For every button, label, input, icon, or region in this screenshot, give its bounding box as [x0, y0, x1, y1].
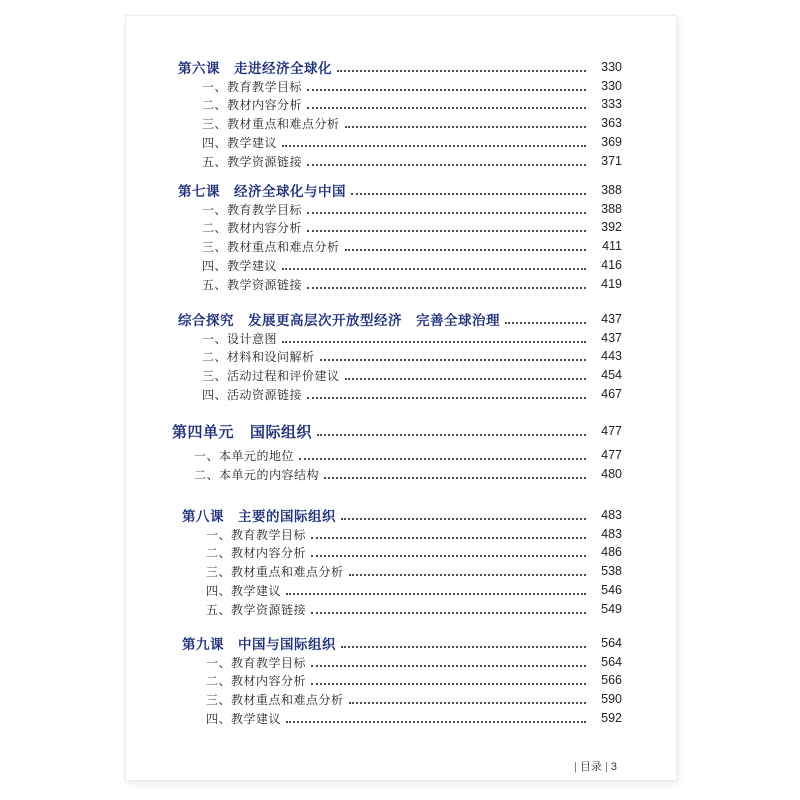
- lesson-title: 经济全球化与中国: [234, 184, 346, 200]
- unit-title: 国际组织: [250, 422, 313, 441]
- toc-item[interactable]: [206, 562, 622, 580]
- dot-leader: [311, 537, 586, 539]
- page-number: 411: [602, 239, 622, 253]
- toc-item[interactable]: [206, 653, 622, 671]
- toc-item[interactable]: [202, 237, 622, 255]
- dot-leader: [324, 477, 586, 479]
- toc-item[interactable]: [202, 347, 622, 365]
- toc-lesson-heading[interactable]: [182, 634, 622, 652]
- toc-item-label: 三、活动过程和评价建议: [202, 368, 340, 383]
- toc-item-label: 三、教材重点和难点分析: [206, 692, 344, 707]
- toc-item-label: 四、教学建议: [206, 583, 282, 598]
- page-number: 483: [601, 508, 622, 522]
- page-number: 546: [601, 583, 622, 597]
- toc-lesson-heading[interactable]: [178, 58, 622, 76]
- toc-item-label: 四、教学建议: [202, 135, 278, 150]
- dot-leader: [307, 89, 586, 91]
- toc-item-label: 三、教材重点和难点分析: [206, 564, 344, 579]
- toc-item-label: 一、教育教学目标: [202, 79, 303, 94]
- toc-item[interactable]: [206, 525, 622, 543]
- toc-item-label: 二、教材内容分析: [206, 673, 307, 688]
- toc-item[interactable]: [206, 671, 622, 689]
- page-number: 416: [601, 258, 622, 272]
- dot-leader: [307, 287, 586, 289]
- toc-item-label: 三、教材重点和难点分析: [202, 239, 340, 254]
- page-number: 477: [601, 424, 622, 438]
- toc-item-label: 一、设计意图: [202, 331, 278, 346]
- toc-item-label: 三、教材重点和难点分析: [202, 116, 340, 131]
- inquiry-label: 综合探究: [178, 313, 234, 329]
- page-number: 371: [601, 154, 622, 168]
- page-number: 363: [601, 116, 622, 130]
- toc-item[interactable]: [206, 581, 622, 599]
- page-number: 467: [601, 387, 622, 401]
- toc-item[interactable]: [202, 152, 622, 170]
- toc-item-label: 五、教学资源链接: [202, 277, 303, 292]
- page-number: 590: [601, 692, 622, 706]
- toc-item[interactable]: [202, 366, 622, 384]
- page-number: 483: [601, 527, 622, 541]
- toc-item[interactable]: [202, 385, 622, 403]
- dot-leader: [282, 145, 586, 147]
- page-number: 388: [601, 183, 622, 197]
- page-number: 564: [601, 655, 622, 669]
- toc-item[interactable]: [202, 95, 622, 113]
- dot-leader: [299, 458, 586, 460]
- toc-item[interactable]: [202, 77, 622, 95]
- unit-label: 第四单元: [172, 422, 235, 441]
- footer-section-label: 目录: [579, 761, 602, 773]
- page-number: 454: [601, 368, 622, 382]
- toc-item[interactable]: [202, 218, 622, 236]
- lesson-label: 第七课: [178, 184, 220, 200]
- toc-item-label: 二、教材内容分析: [202, 220, 303, 235]
- toc-item[interactable]: [206, 543, 622, 561]
- toc-item[interactable]: [202, 133, 622, 151]
- toc-item[interactable]: [202, 275, 622, 293]
- toc-lesson-heading[interactable]: [182, 506, 622, 524]
- toc-item-label: 一、教育教学目标: [206, 655, 307, 670]
- footer-divider: |: [604, 761, 608, 773]
- dot-leader: [505, 322, 586, 324]
- dot-leader: [341, 646, 586, 648]
- page-number: 486: [601, 545, 622, 559]
- page-number: 538: [601, 564, 622, 578]
- dot-leader: [286, 593, 586, 595]
- toc-item-label: 四、活动资源链接: [202, 387, 303, 402]
- toc-item[interactable]: [194, 465, 622, 483]
- toc-item[interactable]: [202, 114, 622, 132]
- dot-leader: [320, 359, 586, 361]
- toc-item[interactable]: [202, 200, 622, 218]
- toc-item-label: 四、教学建议: [202, 258, 278, 273]
- page-number: 480: [601, 467, 622, 481]
- toc-item[interactable]: [202, 329, 622, 347]
- page-number: 369: [601, 135, 622, 149]
- page-number: 437: [601, 331, 622, 345]
- toc-inquiry-heading[interactable]: [178, 310, 622, 328]
- toc-item[interactable]: [206, 709, 622, 727]
- toc-item[interactable]: [202, 256, 622, 274]
- toc-item[interactable]: [194, 446, 622, 464]
- dot-leader: [345, 126, 586, 128]
- dot-leader: [282, 268, 586, 270]
- page-number: 330: [601, 60, 622, 74]
- dot-leader: [349, 702, 586, 704]
- dot-leader: [317, 434, 586, 436]
- page-number: 564: [601, 636, 622, 650]
- dot-leader: [311, 683, 586, 685]
- dot-leader: [345, 249, 586, 251]
- dot-leader: [286, 721, 586, 723]
- toc-item-label: 五、教学资源链接: [202, 154, 303, 169]
- page-number: 477: [601, 448, 622, 462]
- page-number: 549: [601, 602, 622, 616]
- toc-item[interactable]: [206, 600, 622, 618]
- page-number: 330: [601, 79, 622, 93]
- lesson-title: 主要的国际组织: [238, 509, 336, 525]
- dot-leader: [345, 378, 586, 380]
- toc-item-label: 二、材料和设问解析: [202, 349, 315, 364]
- dot-leader: [349, 574, 586, 576]
- inquiry-title: 发展更高层次开放型经济 完善全球治理: [248, 313, 500, 329]
- dot-leader: [282, 341, 586, 343]
- page-number: 437: [601, 312, 622, 326]
- page-footer: [574, 758, 617, 774]
- lesson-title: 走进经济全球化: [234, 61, 332, 77]
- footer-page-number: 3: [610, 761, 618, 773]
- dot-leader: [311, 555, 586, 557]
- toc-item-label: 一、教育教学目标: [202, 202, 303, 217]
- page-number: 333: [601, 97, 622, 111]
- dot-leader: [351, 193, 586, 195]
- dot-leader: [307, 397, 586, 399]
- toc-item-label: 二、教材内容分析: [202, 97, 303, 112]
- toc-item-label: 一、本单元的地位: [194, 448, 295, 463]
- toc-item[interactable]: [206, 690, 622, 708]
- page-number: 419: [601, 277, 622, 291]
- lesson-label: 第九课: [182, 637, 224, 653]
- toc-lesson-heading[interactable]: [178, 181, 622, 199]
- dot-leader: [311, 665, 586, 667]
- footer-divider: |: [574, 761, 577, 773]
- page-number: 566: [601, 673, 622, 687]
- dot-leader: [307, 212, 586, 214]
- dot-leader: [307, 164, 586, 166]
- dot-leader: [337, 70, 586, 72]
- toc-item-label: 五、教学资源链接: [206, 602, 307, 617]
- dot-leader: [341, 518, 586, 520]
- toc-page: [126, 16, 676, 780]
- toc-item-label: 一、教育教学目标: [206, 527, 307, 542]
- toc-item-label: 二、本单元的内容结构: [194, 467, 320, 482]
- lesson-label: 第八课: [182, 509, 224, 525]
- dot-leader: [311, 612, 586, 614]
- page-number: 388: [601, 202, 622, 216]
- dot-leader: [307, 107, 586, 109]
- lesson-label: 第六课: [178, 61, 220, 77]
- page-number: 592: [601, 711, 622, 725]
- lesson-title: 中国与国际组织: [238, 637, 336, 653]
- page-number: 443: [601, 349, 622, 363]
- toc-item-label: 二、教材内容分析: [206, 545, 307, 560]
- dot-leader: [307, 230, 586, 232]
- toc-unit-heading[interactable]: [172, 422, 622, 440]
- toc-item-label: 四、教学建议: [206, 711, 282, 726]
- page-number: 392: [601, 220, 622, 234]
